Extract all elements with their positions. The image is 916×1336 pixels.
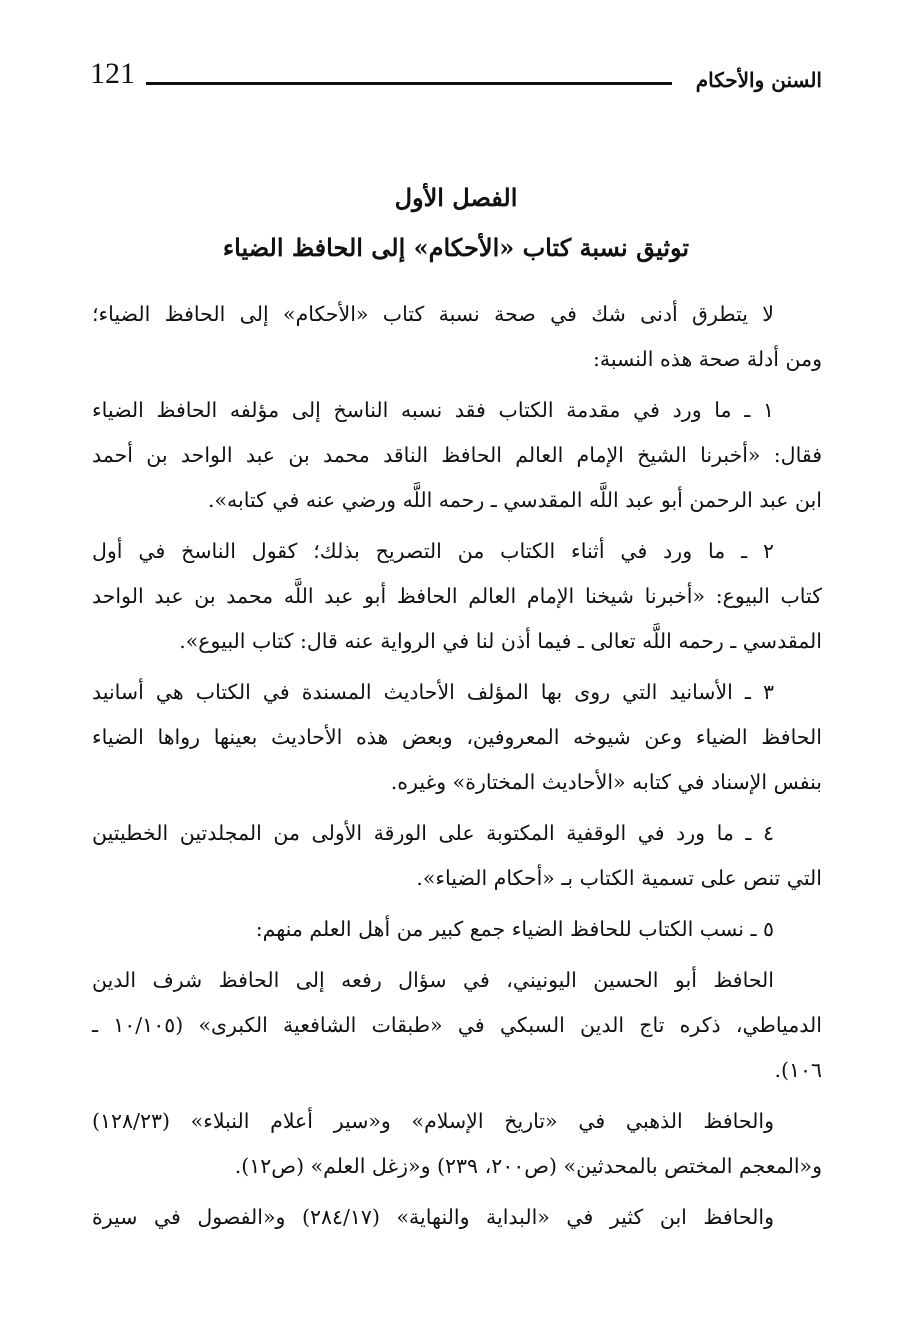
paragraph-evidence-3 [92, 670, 822, 805]
paragraph-evidence-1 [92, 388, 822, 523]
text-line: التي تنص على تسمية الكتاب بـ «أحكام الضياء». [416, 866, 822, 890]
text-line: الحافظ الضياء وعن شيوخه المعروفين، وبعض هذه الأحاديث بعينها رواها الضياء [92, 725, 822, 749]
paragraph-evidence-5 [92, 907, 822, 952]
text-line: ومن أدلة صحة هذه النسبة: [592, 347, 822, 371]
paragraph-evidence-2 [92, 529, 822, 664]
running-title: السنن والأحكام [695, 68, 822, 92]
paragraph-yunini [92, 958, 822, 1093]
text-line: ١ ـ ما ورد في مقدمة الكتاب فقد نسبه الناسخ إلى مؤلفه الحافظ الضياء [92, 398, 774, 422]
text-line: لا يتطرق أدنى شك في صحة نسبة كتاب «الأحكام» إلى الحافظ الضياء؛ [92, 302, 774, 326]
text-line: المقدسي ـ رحمه اللَّه تعالى ـ فيما أذن لنا في الرواية عنه قال: كتاب البيوع». [179, 629, 822, 653]
page-number: 121 [90, 57, 135, 90]
text-line: الدمياطي، ذكره تاج الدين السبكي في «طبقات الشافعية الكبرى» (١٠/١٠٥ ـ [92, 1013, 822, 1037]
text-line: فقال: «أخبرنا الشيخ الإمام العالم الحافظ الناقد محمد بن عبد الواحد بن أحمد [92, 443, 822, 467]
text-line: بنفس الإسناد في كتابه «الأحاديث المختارة» وغيره. [390, 770, 822, 794]
chapter-title: الفصل الأول [394, 183, 518, 212]
running-header [90, 56, 822, 96]
text-line: والحافظ ابن كثير في «البداية والنهاية» (٢٨٤/١٧) و«الفصول في سيرة [92, 1205, 774, 1229]
chapter-subtitle: توثيق نسبة كتاب «الأحكام» إلى الحافظ الضياء [222, 233, 690, 262]
text-line: الحافظ أبو الحسين اليونيني، في سؤال رفعه إلى الحافظ شرف الدين [92, 968, 774, 992]
paragraph-ibn-kathir [92, 1195, 822, 1240]
text-line: ٤ ـ ما ورد في الوقفية المكتوبة على الورقة الأولى من المجلدتين الخطيتين [92, 821, 774, 845]
header-rule [146, 82, 672, 85]
text-line: والحافظ الذهبي في «تاريخ الإسلام» و«سير أعلام النبلاء» (١٢٨/٢٣) [92, 1109, 774, 1133]
paragraph-evidence-4 [92, 811, 822, 901]
text-line: ابن عبد الرحمن أبو عبد اللَّه المقدسي ـ رحمه اللَّه ورضي عنه في كتابه». [207, 488, 822, 512]
paragraph-intro [92, 292, 822, 382]
text-line: ٣ ـ الأسانيد التي روى بها المؤلف الأحاديث المسندة في الكتاب هي أسانيد [92, 680, 774, 704]
text-line: ١٠٦). [774, 1058, 822, 1082]
text-line: كتاب البيوع: «أخبرنا شيخنا الإمام العالم الحافظ أبو عبد اللَّه محمد بن عبد الواحد [92, 584, 822, 608]
text-line: ٥ ـ نسب الكتاب للحافظ الضياء جمع كبير من أهل العلم منهم: [255, 917, 774, 941]
body-text [92, 292, 822, 1246]
paragraph-dhahabi [92, 1099, 822, 1189]
text-line: و«المعجم المختص بالمحدثين» (ص٢٠٠، ٢٣٩) و«زغل العلم» (ص١٢). [234, 1154, 822, 1178]
text-line: ٢ ـ ما ورد في أثناء الكتاب من التصريح بذلك؛ كقول الناسخ في أول [92, 539, 774, 563]
